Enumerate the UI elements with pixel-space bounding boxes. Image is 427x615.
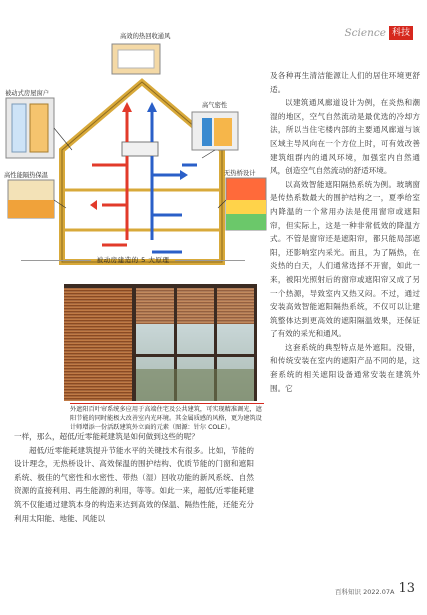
section-label-en: Science [344,27,386,39]
paragraph: 超低/近零能耗建筑提升节能水平的关键技术有很多。比如，节能的设计理念，无热桥设计、高效保温的围护结构、优质节能的门窗和遮阳系统、极佳的气密性和水密性、带热（湿）回收功能的新风系统、自然资源的直接利用、再生能源的利用，等等。如此一来，超低/近零能耗建筑不仅能通过建筑本身的构造来达到高效的保温、隔热性能，还能充分利用太阳能、地能、风能以 [14,445,254,523]
label-window: 被动式房屋窗户 [5,90,50,97]
right-column-text [270,69,420,395]
magazine-issue: 百科知识 2022.07A [335,588,395,596]
paragraph: 以建筑通风廊道设计为例，在炎热和潮湿的地区，空气自然流动是最优选的冷却方法，所以当住宅楼内部的主要通风廊道与该区域主导风向在一个方位上时，可有效改善建筑组群内的通风环境，加强室内自然通风，创造空气自然流动的舒适环境。 [270,98,420,176]
bottom-text [14,430,254,525]
section-label-zh: 科技 [389,26,413,40]
caption-rule-left [21,260,91,261]
shading-blinds-photo [64,284,257,401]
page-number: 13 [398,581,415,596]
paragraph: 以高效智能遮阳隔热系统为例。玻璃窗是传热系数最大的围护结构之一，夏季给室内降温的一个常用办法是使用窗帘或遮阳帘，但实际上，这是一种非常低效的降温方式。不管是窗帘还是遮阳帘，都只能局部遮阳，还影响室内采光。而且，为了隔热，在炎热的白天，人们通常选择不开窗，如此一来，被阳光照射后的窗帘或遮阳帘又成了另一个热源，导致室内又热又闷。不过，通过安装高效智能遮阳隔热系统，不仅可以让建筑整体达到更高效的遮阳隔温效果，还保证了有效的采光和通风。 [270,179,420,339]
diagram-caption: 被动房建造的 5 大原理 [96,256,170,264]
page-footer [335,581,415,596]
caption-rule-right [175,260,245,261]
section-header [344,26,413,40]
label-airtight: 高气密性 [202,102,228,109]
paragraph: 一样，那么，超低/近零能耗建筑是如何做到这些的呢？ [14,432,199,441]
blinds-photo-illustration [64,284,257,401]
paragraph: 及各种再生清洁能源让人们的居住环境更舒适。 [270,71,420,94]
photo-caption-rule [70,403,264,404]
label-ventilation: 高效的热回收通风 [120,33,171,40]
label-no-thermal-bridge: 无热桥设计 [224,170,256,177]
paragraph: 这套系统的典型特点是外遮阳。没错，和传统安装在室内的遮阳产品不同的是，这套系统的相关遮阳设备通常安装在建筑外围。它 [270,342,420,393]
photo-caption: 外遮阳百叶帘系统多应用于高端住宅及公共建筑，可实现精准调光，遮阳节能的同时能极大改善室内光环境。其金属质感的风格，更为建筑设计师增添一份活跃建筑外立面的元素（图源：针尔 COLE）。 [70,406,262,431]
diagram-caption-row [0,255,266,264]
label-insulation: 高性能隔热保温 [4,172,49,179]
passive-house-diagram [2,33,268,276]
house-section-illustration [2,40,268,276]
